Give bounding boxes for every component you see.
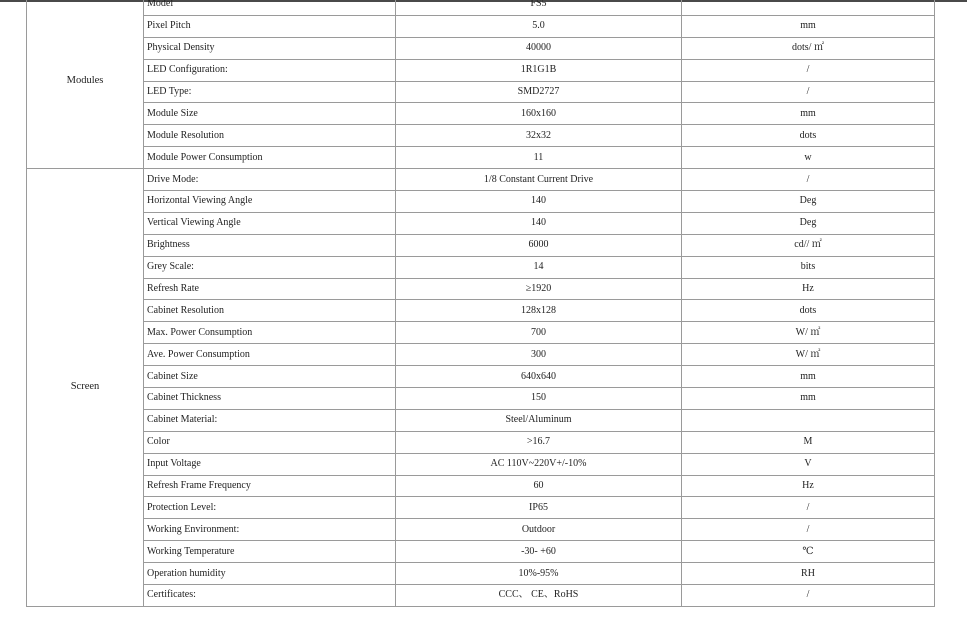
group-label: Screen: [27, 169, 144, 607]
value-cell: 32x32: [396, 125, 682, 147]
unit-cell: /: [682, 81, 935, 103]
unit-cell: Hz: [682, 278, 935, 300]
unit-cell: Deg: [682, 212, 935, 234]
param-cell: Operation humidity: [144, 563, 396, 585]
value-cell: 40000: [396, 37, 682, 59]
specification-table: [26, 0, 935, 607]
param-cell: Module Power Consumption: [144, 147, 396, 169]
param-cell: Physical Density: [144, 37, 396, 59]
table-row: [27, 191, 935, 213]
table-row: [27, 475, 935, 497]
table-row: [27, 169, 935, 191]
value-cell: 60: [396, 475, 682, 497]
unit-cell: RH: [682, 563, 935, 585]
unit-cell: dots: [682, 125, 935, 147]
table-row: [27, 0, 935, 15]
unit-cell: Deg: [682, 191, 935, 213]
table-row: [27, 585, 935, 607]
param-cell: Cabinet Resolution: [144, 300, 396, 322]
value-cell: Outdoor: [396, 519, 682, 541]
unit-cell: cd// ㎡: [682, 234, 935, 256]
unit-cell: W/ ㎡: [682, 322, 935, 344]
param-cell: Drive Mode:: [144, 169, 396, 191]
value-cell: 140: [396, 191, 682, 213]
table-row: [27, 409, 935, 431]
unit-cell: mm: [682, 15, 935, 37]
value-cell: Steel/Aluminum: [396, 409, 682, 431]
value-cell: 160x160: [396, 103, 682, 125]
param-cell: Brightness: [144, 234, 396, 256]
value-cell: IP65: [396, 497, 682, 519]
unit-cell: /: [682, 497, 935, 519]
param-cell: Module Size: [144, 103, 396, 125]
value-cell: 300: [396, 344, 682, 366]
table-row: [27, 453, 935, 475]
value-cell: >16.7: [396, 431, 682, 453]
unit-cell: M: [682, 431, 935, 453]
param-cell: Input Voltage: [144, 453, 396, 475]
unit-cell: Hz: [682, 475, 935, 497]
value-cell: -30- +60: [396, 541, 682, 563]
table-row: [27, 431, 935, 453]
table-row: [27, 322, 935, 344]
value-cell: SMD2727: [396, 81, 682, 103]
param-cell: Horizontal Viewing Angle: [144, 191, 396, 213]
unit-cell: [682, 409, 935, 431]
value-cell: 1R1G1B: [396, 59, 682, 81]
unit-cell: dots/ ㎡: [682, 37, 935, 59]
unit-cell: mm: [682, 103, 935, 125]
value-cell: 11: [396, 147, 682, 169]
value-cell: 128x128: [396, 300, 682, 322]
param-cell: Working Temperature: [144, 541, 396, 563]
table-row: [27, 15, 935, 37]
table-row: [27, 125, 935, 147]
table-row: [27, 388, 935, 410]
param-cell: Refresh Rate: [144, 278, 396, 300]
param-cell: Cabinet Material:: [144, 409, 396, 431]
param-cell: Working Environment:: [144, 519, 396, 541]
unit-cell: ℃: [682, 541, 935, 563]
param-cell: Ave. Power Consumption: [144, 344, 396, 366]
unit-cell: W/ ㎡: [682, 344, 935, 366]
value-cell: 14: [396, 256, 682, 278]
value-cell: 640x640: [396, 366, 682, 388]
value-cell: FS5: [396, 0, 682, 15]
table-row: [27, 300, 935, 322]
value-cell: 150: [396, 388, 682, 410]
param-cell: Refresh Frame Frequency: [144, 475, 396, 497]
table-row: [27, 278, 935, 300]
value-cell: 5.0: [396, 15, 682, 37]
value-cell: 6000: [396, 234, 682, 256]
table-row: [27, 59, 935, 81]
value-cell: 10%-95%: [396, 563, 682, 585]
table-row: [27, 81, 935, 103]
param-cell: Module Resolution: [144, 125, 396, 147]
table-row: [27, 541, 935, 563]
table-row: [27, 37, 935, 59]
value-cell: ≥1920: [396, 278, 682, 300]
table-row: [27, 147, 935, 169]
table-row: [27, 497, 935, 519]
param-cell: Max. Power Consumption: [144, 322, 396, 344]
param-cell: Grey Scale:: [144, 256, 396, 278]
unit-cell: mm: [682, 388, 935, 410]
unit-cell: /: [682, 169, 935, 191]
param-cell: Vertical Viewing Angle: [144, 212, 396, 234]
table-row: [27, 366, 935, 388]
table-row: [27, 563, 935, 585]
table-row: [27, 212, 935, 234]
param-cell: LED Type:: [144, 81, 396, 103]
table-row: [27, 344, 935, 366]
param-cell: Cabinet Thickness: [144, 388, 396, 410]
unit-cell: /: [682, 585, 935, 607]
specification-table-body: [27, 0, 935, 606]
value-cell: 700: [396, 322, 682, 344]
param-cell: LED Configuration:: [144, 59, 396, 81]
table-row: [27, 234, 935, 256]
value-cell: 1/8 Constant Current Drive: [396, 169, 682, 191]
table-row: [27, 103, 935, 125]
table-row: [27, 519, 935, 541]
param-cell: Cabinet Size: [144, 366, 396, 388]
group-label: Modules: [27, 0, 144, 169]
param-cell: Color: [144, 431, 396, 453]
param-cell: Model: [144, 0, 396, 15]
value-cell: 140: [396, 212, 682, 234]
unit-cell: w: [682, 147, 935, 169]
table-row: [27, 256, 935, 278]
unit-cell: /: [682, 519, 935, 541]
unit-cell: bits: [682, 256, 935, 278]
unit-cell: V: [682, 453, 935, 475]
value-cell: CCC、 CE、RoHS: [396, 585, 682, 607]
param-cell: Certificates:: [144, 585, 396, 607]
unit-cell: [682, 0, 935, 15]
value-cell: AC 110V~220V+/-10%: [396, 453, 682, 475]
unit-cell: dots: [682, 300, 935, 322]
unit-cell: mm: [682, 366, 935, 388]
unit-cell: /: [682, 59, 935, 81]
param-cell: Pixel Pitch: [144, 15, 396, 37]
param-cell: Protection Level:: [144, 497, 396, 519]
